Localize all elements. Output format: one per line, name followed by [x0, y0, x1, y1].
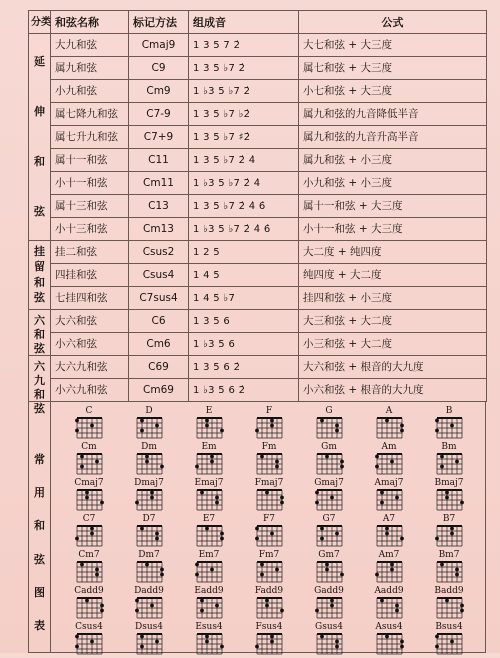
chord-diagram: [189, 622, 249, 658]
chord-table: [28, 10, 487, 415]
notes-cell: 1 ♭3 5 ♭7 2̇ 4̇: [189, 172, 299, 195]
symbol-cell: C7+9: [129, 126, 189, 149]
chord-diagram-label: Amaj7: [374, 478, 404, 488]
symbol-cell: Cmaj9: [129, 34, 189, 57]
chord-diagram: [309, 622, 369, 658]
notes-cell: 1 ♭3 5 ♭7 2̇ 4̇ 6̇: [189, 218, 299, 241]
category-char: 六: [34, 359, 45, 373]
fretboard-icon: [314, 560, 346, 584]
header-row: [29, 11, 487, 34]
notes-cell: 1 ♭3 5 6: [189, 333, 299, 356]
chord-diagram: [249, 442, 309, 478]
header-notation: 标记方法: [129, 11, 189, 34]
chord-diagram-label: E7: [202, 514, 216, 524]
chord-diagram-label: Cmaj7: [74, 478, 104, 488]
fretboard-icon: [74, 524, 106, 548]
chord-diagram-label: Bmaj7: [434, 478, 464, 488]
fretboard-icon: [254, 632, 286, 656]
fretboard-icon: [314, 524, 346, 548]
formula-cell: 属九和弦的九音降低半音: [299, 103, 487, 126]
fretboard-icon: [134, 452, 166, 476]
fretboard-icon: [74, 632, 106, 656]
category-char: 留: [34, 260, 45, 274]
category-char: 弦: [34, 204, 45, 218]
chord-diagram-label: Gsus4: [315, 622, 343, 632]
chord-diagram: [369, 442, 429, 478]
formula-cell: 属十一和弦 + 大三度: [299, 195, 487, 218]
fretboard-icon: [314, 452, 346, 476]
fretboard-icon: [434, 416, 466, 440]
fretboard-icon: [314, 632, 346, 656]
chord-diagram: [69, 622, 129, 658]
chord-name-cell: 大六九和弦: [51, 356, 129, 379]
header-formula: 公式: [299, 11, 487, 34]
chord-diagram: [249, 514, 309, 550]
chord-diagram-label: Csus4: [75, 622, 103, 632]
chord-diagram: [309, 514, 369, 550]
chord-diagram: [429, 550, 489, 586]
chord-diagram: [249, 586, 309, 622]
header-notes: 组成音: [189, 11, 299, 34]
table-row: [29, 241, 487, 264]
chord-diagram-label: A: [385, 406, 393, 416]
chord-diagram-label: G7: [322, 514, 336, 524]
fretboard-icon: [134, 524, 166, 548]
symbol-cell: C11: [129, 149, 189, 172]
notes-cell: 1 3 5 ♭7 2̇ 4̇ 6̇: [189, 195, 299, 218]
chord-diagram-label: Fmaj7: [254, 478, 284, 488]
category-char: 弦: [34, 552, 45, 566]
symbol-cell: C6: [129, 310, 189, 333]
fretboard-icon: [194, 596, 226, 620]
chord-diagram: [129, 514, 189, 550]
formula-cell: 纯四度 + 大二度: [299, 264, 487, 287]
category-char: 延: [34, 55, 45, 69]
symbol-cell: Csus4: [129, 264, 189, 287]
table-row: [29, 287, 487, 310]
category-char: 图: [34, 585, 45, 599]
chord-diagram-label: Bm: [441, 442, 457, 452]
table-row: [29, 172, 487, 195]
category-char: 弦: [34, 341, 45, 355]
fretboard-icon: [194, 452, 226, 476]
chord-diagram: [129, 586, 189, 622]
fretboard-icon: [194, 416, 226, 440]
fretboard-icon: [74, 488, 106, 512]
chord-name-cell: 属七升九和弦: [51, 126, 129, 149]
chord-diagram-label: F: [265, 406, 273, 416]
formula-cell: 大六和弦 + 根音的大九度: [299, 356, 487, 379]
formula-cell: 小九和弦 + 小三度: [299, 172, 487, 195]
chord-diagram: [309, 478, 369, 514]
chord-diagram: [129, 478, 189, 514]
chord-diagram: [429, 514, 489, 550]
chord-diagram-label: C: [85, 406, 93, 416]
formula-cell: 属七和弦 + 大三度: [299, 57, 487, 80]
chord-diagram: [429, 442, 489, 478]
chord-diagram-label: G: [325, 406, 333, 416]
fretboard-icon: [434, 596, 466, 620]
category-char: 九: [34, 373, 45, 387]
chord-diagram-label: Fadd9: [254, 586, 284, 596]
header-category: 分类: [29, 11, 51, 34]
chord-diagram-label: Cadd9: [74, 586, 104, 596]
chord-diagram: [369, 622, 429, 658]
fretboard-icon: [374, 416, 406, 440]
chord-name-cell: 小六九和弦: [51, 379, 129, 402]
fretboard-icon: [74, 560, 106, 584]
chord-diagram-label: Am: [381, 442, 397, 452]
chord-name-cell: 小十三和弦: [51, 218, 129, 241]
chord-diagram: [69, 586, 129, 622]
chord-diagram: [129, 442, 189, 478]
fretboard-icon: [194, 560, 226, 584]
fretboard-icon: [374, 596, 406, 620]
category-char: 用: [34, 485, 45, 499]
table-row: [29, 195, 487, 218]
chord-diagram: [429, 622, 489, 658]
chord-diagram-label: Badd9: [434, 586, 464, 596]
chord-diagram-label: Aadd9: [374, 586, 404, 596]
chord-name-cell: 大九和弦: [51, 34, 129, 57]
chord-diagram-label: Bm7: [438, 550, 460, 560]
formula-cell: 小三和弦 + 大二度: [299, 333, 487, 356]
fretboard-icon: [434, 488, 466, 512]
chord-diagram-label: D7: [142, 514, 156, 524]
chord-diagram-label: E: [205, 406, 213, 416]
symbol-cell: C13: [129, 195, 189, 218]
chord-name-cell: 属十三和弦: [51, 195, 129, 218]
fretboard-icon: [134, 560, 166, 584]
chord-diagram: [429, 406, 489, 442]
fretboard-icon: [374, 524, 406, 548]
chord-diagram: [189, 586, 249, 622]
chord-diagram-label: Cm7: [78, 550, 100, 560]
chord-chart-section: [28, 402, 486, 653]
symbol-cell: Cm6: [129, 333, 189, 356]
category-char: 弦: [34, 290, 45, 304]
fretboard-icon: [434, 560, 466, 584]
fretboard-icon: [434, 452, 466, 476]
category-char: 和: [34, 327, 45, 341]
chord-diagram-label: Dadd9: [134, 586, 164, 596]
chord-diagram: [429, 478, 489, 514]
chord-diagram-label: D: [145, 406, 153, 416]
fretboard-icon: [74, 452, 106, 476]
chord-name-cell: 大六和弦: [51, 310, 129, 333]
chord-diagram: [189, 442, 249, 478]
chord-diagram: [189, 478, 249, 514]
chord-reference-sheet: [28, 10, 486, 653]
formula-cell: 属九和弦 + 小三度: [299, 149, 487, 172]
fretboard-icon: [374, 632, 406, 656]
table-row: [29, 57, 487, 80]
formula-cell: 小六和弦 + 根音的大九度: [299, 379, 487, 402]
table-row: [29, 379, 487, 402]
category-char: 和: [34, 519, 45, 533]
category-char: 表: [34, 619, 45, 633]
chord-diagram-label: Gm7: [318, 550, 340, 560]
notes-cell: 1 3 5 ♭7 ♯2̇: [189, 126, 299, 149]
chord-name-cell: 属十一和弦: [51, 149, 129, 172]
chord-diagram: [249, 622, 309, 658]
fretboard-icon: [74, 596, 106, 620]
symbol-cell: Cm9: [129, 80, 189, 103]
formula-cell: 小十一和弦 + 大三度: [299, 218, 487, 241]
category-char: 和: [34, 387, 45, 401]
chord-diagram: [189, 406, 249, 442]
fretboard-icon: [194, 632, 226, 656]
fretboard-icon: [254, 488, 286, 512]
fretboard-icon: [254, 452, 286, 476]
chord-diagram-label: Dm: [141, 442, 157, 452]
symbol-cell: Cm13: [129, 218, 189, 241]
fretboard-icon: [374, 452, 406, 476]
chord-diagram: [429, 586, 489, 622]
chord-diagram-label: Fsus4: [255, 622, 283, 632]
fretboard-icon: [254, 596, 286, 620]
formula-cell: 属九和弦的九音升高半音: [299, 126, 487, 149]
chord-diagram: [69, 442, 129, 478]
chord-diagram: [309, 586, 369, 622]
table-row: [29, 149, 487, 172]
chord-diagram-label: Em7: [198, 550, 220, 560]
chord-diagram: [129, 622, 189, 658]
chord-diagram: [69, 514, 129, 550]
notes-cell: 1 3 5 ♭7 2̇: [189, 57, 299, 80]
table-row: [29, 126, 487, 149]
chord-diagram-grid: [69, 406, 489, 658]
category-char: 伸: [34, 105, 45, 119]
chord-name-cell: 挂二和弦: [51, 241, 129, 264]
chord-chart-category: [29, 402, 51, 652]
symbol-cell: C9: [129, 57, 189, 80]
category-char: 弦: [34, 401, 45, 415]
chord-diagram-label: Gadd9: [314, 586, 344, 596]
notes-cell: 1 3 5 6 2̇: [189, 356, 299, 379]
fretboard-icon: [194, 488, 226, 512]
fretboard-icon: [374, 560, 406, 584]
notes-cell: 1 ♭3 5 6 2̇: [189, 379, 299, 402]
chord-diagram-label: Gm: [321, 442, 337, 452]
chord-diagram: [369, 478, 429, 514]
table-row: [29, 310, 487, 333]
chord-diagram-label: Gmaj7: [314, 478, 344, 488]
notes-cell: 1 ♭3 5 ♭7 2̇: [189, 80, 299, 103]
chord-diagram-label: Asus4: [375, 622, 403, 632]
symbol-cell: Cm11: [129, 172, 189, 195]
fretboard-icon: [134, 488, 166, 512]
category-cell-sixth: [29, 310, 51, 356]
chord-diagram-label: Am7: [378, 550, 400, 560]
formula-cell: 大三和弦 + 大二度: [299, 310, 487, 333]
table-row: [29, 333, 487, 356]
symbol-cell: C7sus4: [129, 287, 189, 310]
category-char: 和: [34, 154, 45, 168]
chord-diagram-label: Dm7: [138, 550, 160, 560]
chord-diagram: [309, 442, 369, 478]
chord-name-cell: 七挂四和弦: [51, 287, 129, 310]
category-cell-extended: [29, 34, 51, 241]
chord-name-cell: 小十一和弦: [51, 172, 129, 195]
notes-cell: 1 3 5 ♭7 ♭2̇: [189, 103, 299, 126]
formula-cell: 小七和弦 + 大三度: [299, 80, 487, 103]
chord-name-cell: 四挂和弦: [51, 264, 129, 287]
table-row: [29, 356, 487, 379]
fretboard-icon: [314, 596, 346, 620]
category-char: 常: [34, 452, 45, 466]
chord-diagram: [249, 406, 309, 442]
fretboard-icon: [254, 524, 286, 548]
chord-diagram-label: Esus4: [195, 622, 223, 632]
fretboard-icon: [314, 488, 346, 512]
chord-diagram: [189, 514, 249, 550]
chord-diagram-label: A7: [382, 514, 396, 524]
chord-diagram-label: Eadd9: [194, 586, 224, 596]
chord-diagram-label: Em: [201, 442, 217, 452]
formula-cell: 大二度 + 纯四度: [299, 241, 487, 264]
category-cell-sixnine: [29, 356, 51, 415]
table-row: [29, 264, 487, 287]
header-chord-name: 和弦名称: [51, 11, 129, 34]
chord-diagram: [69, 478, 129, 514]
notes-cell: 1 4 5 ♭7: [189, 287, 299, 310]
chord-diagram: [189, 550, 249, 586]
chord-diagram: [249, 550, 309, 586]
table-row: [29, 218, 487, 241]
formula-cell: 挂四和弦 + 小三度: [299, 287, 487, 310]
chord-diagram: [309, 550, 369, 586]
table-row: [29, 80, 487, 103]
chord-diagram: [369, 514, 429, 550]
notes-cell: 1 3 5 7 2̇: [189, 34, 299, 57]
formula-cell: 大七和弦 + 大三度: [299, 34, 487, 57]
chord-name-cell: 属九和弦: [51, 57, 129, 80]
chord-diagram-label: B: [445, 406, 453, 416]
chord-diagram-label: Bsus4: [435, 622, 463, 632]
chord-diagram-label: Dsus4: [135, 622, 163, 632]
notes-cell: 1 4 5: [189, 264, 299, 287]
chord-diagram-label: Fm7: [258, 550, 280, 560]
symbol-cell: C69: [129, 356, 189, 379]
notes-cell: 1 2 5: [189, 241, 299, 264]
category-char: 挂: [34, 245, 45, 259]
chord-diagram: [69, 406, 129, 442]
chord-diagram-label: Fm: [261, 442, 277, 452]
chord-diagram-label: Dmaj7: [134, 478, 164, 488]
fretboard-icon: [374, 488, 406, 512]
fretboard-icon: [134, 596, 166, 620]
symbol-cell: Csus2: [129, 241, 189, 264]
fretboard-icon: [314, 416, 346, 440]
fretboard-icon: [254, 560, 286, 584]
fretboard-icon: [194, 524, 226, 548]
chord-name-cell: 属七降九和弦: [51, 103, 129, 126]
symbol-cell: Cm69: [129, 379, 189, 402]
fretboard-icon: [254, 416, 286, 440]
fretboard-icon: [74, 416, 106, 440]
table-row: [29, 103, 487, 126]
chord-diagram: [369, 550, 429, 586]
fretboard-icon: [134, 632, 166, 656]
chord-diagram-label: Cm: [81, 442, 97, 452]
chord-diagram: [309, 406, 369, 442]
chord-diagram: [129, 406, 189, 442]
fretboard-icon: [434, 632, 466, 656]
chord-name-cell: 小六和弦: [51, 333, 129, 356]
notes-cell: 1 3 5 ♭7 2̇ 4̇: [189, 149, 299, 172]
chord-diagram: [129, 550, 189, 586]
chord-diagram: [69, 550, 129, 586]
chord-diagram: [249, 478, 309, 514]
chord-diagram: [369, 586, 429, 622]
fretboard-icon: [434, 524, 466, 548]
symbol-cell: C7-9: [129, 103, 189, 126]
notes-cell: 1 3 5 6: [189, 310, 299, 333]
category-cell-suspended: [29, 241, 51, 310]
chord-diagram-label: C7: [82, 514, 96, 524]
chord-diagram: [369, 406, 429, 442]
table-row: [29, 34, 487, 57]
chord-diagram-label: F7: [263, 514, 275, 524]
chord-diagram-label: B7: [442, 514, 456, 524]
chord-name-cell: 小九和弦: [51, 80, 129, 103]
fretboard-icon: [134, 416, 166, 440]
category-char: 六: [34, 313, 45, 327]
category-char: 和: [34, 275, 45, 289]
chord-diagram-label: Emaj7: [194, 478, 224, 488]
